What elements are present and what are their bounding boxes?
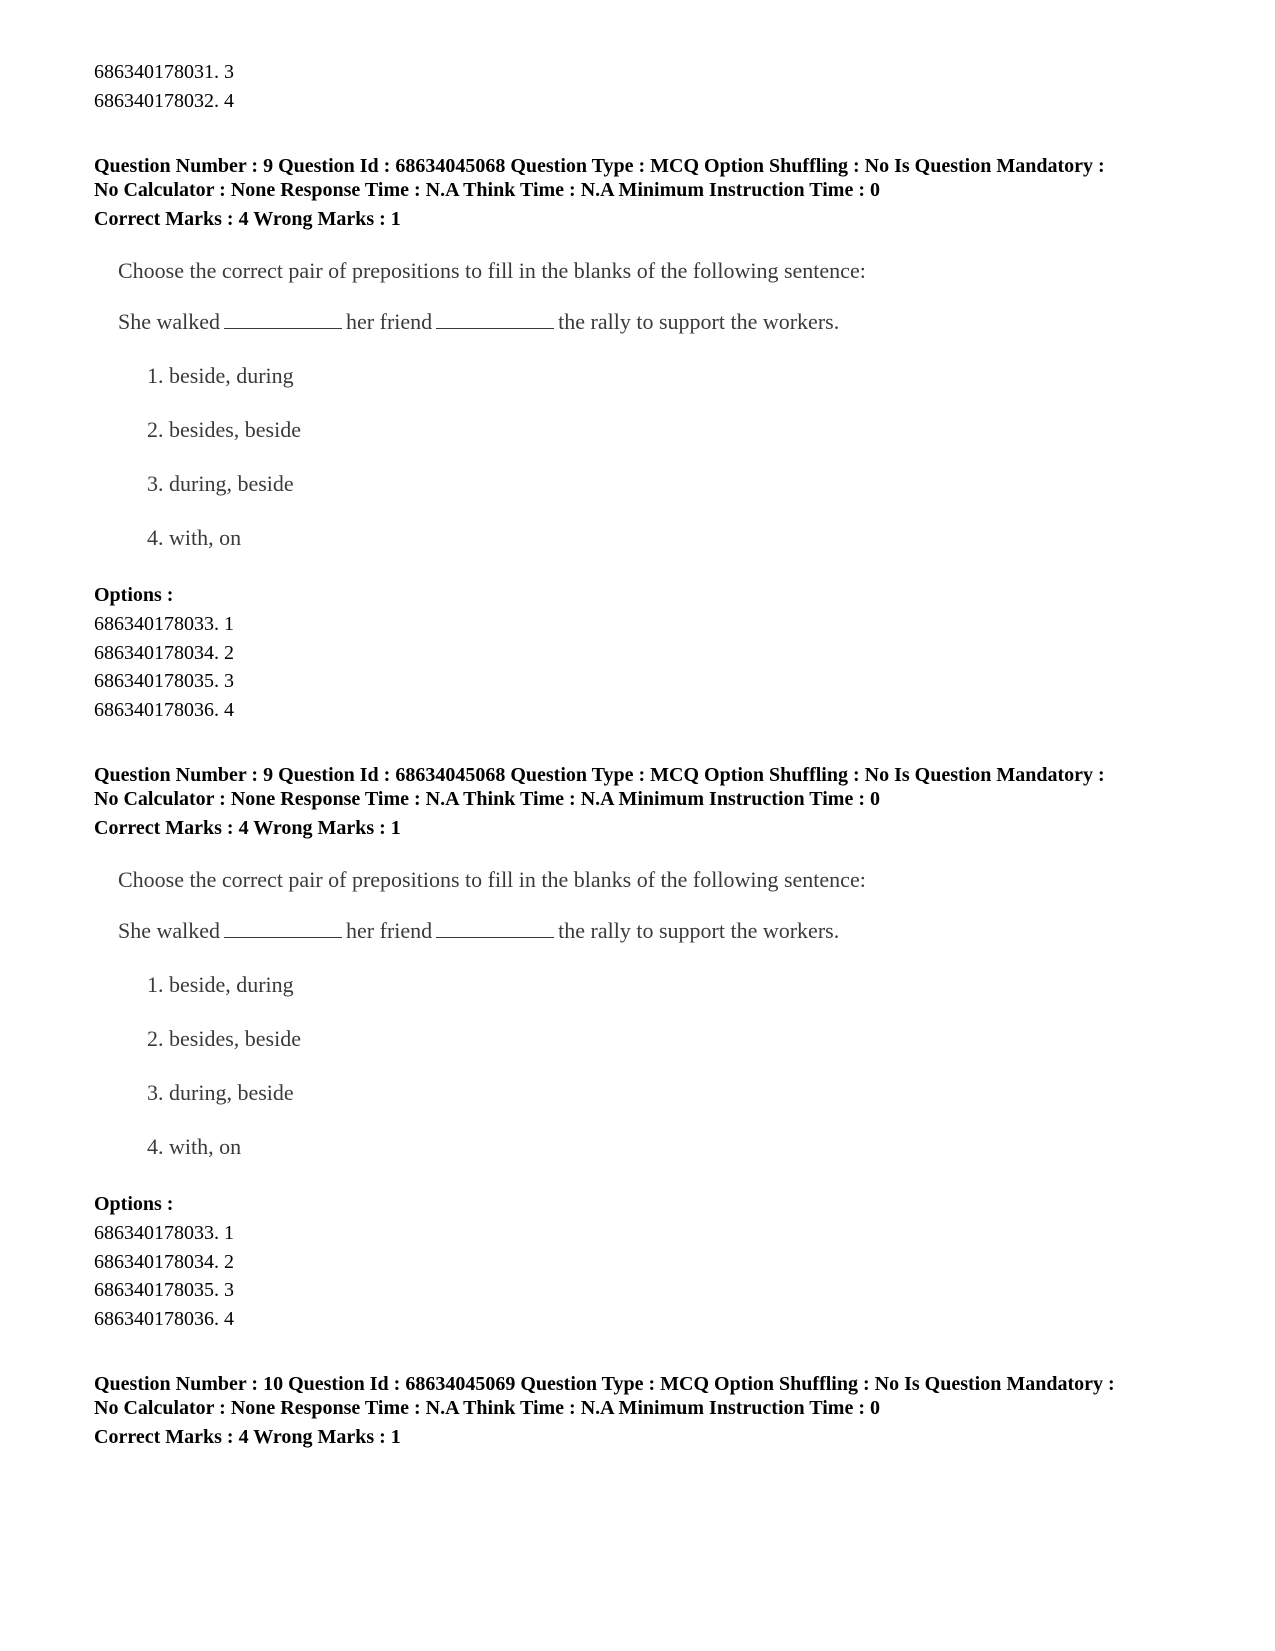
- option-line: 686340178035. 3: [94, 670, 234, 692]
- choice-item: 4. with, on: [147, 525, 242, 550]
- sentence-part: She walked: [118, 309, 221, 334]
- sentence-part: the rally to support the workers.: [558, 309, 840, 334]
- sentence-part: her friend: [346, 918, 433, 943]
- question-instruction: Choose the correct pair of prepositions to fill in the blanks of the following sentence:: [118, 867, 866, 892]
- sentence-part: the rally to support the workers.: [558, 918, 840, 943]
- option-line: 686340178033. 1: [94, 613, 234, 635]
- sentence-part: She walked: [118, 918, 221, 943]
- sentence-part: her friend: [346, 309, 433, 334]
- choice-item: 1. beside, during: [147, 972, 294, 997]
- option-line: 686340178035. 3: [94, 1279, 234, 1301]
- choice-item: 4. with, on: [147, 1134, 242, 1159]
- blank: [436, 310, 554, 329]
- choice-item: 3. during, beside: [147, 1080, 294, 1105]
- question-header: No Calculator : None Response Time : N.A Think Time : N.A Minimum Instruction Time : 0: [94, 1397, 880, 1419]
- question-sentence: [118, 917, 839, 945]
- choice-item: 2. besides, beside: [147, 417, 301, 442]
- options-label: Options :: [94, 584, 174, 606]
- choice-item: 2. besides, beside: [147, 1026, 301, 1051]
- question-marks: Correct Marks : 4 Wrong Marks : 1: [94, 208, 401, 230]
- option-line: 686340178031. 3: [94, 61, 234, 83]
- option-line: 686340178033. 1: [94, 1222, 234, 1244]
- option-line: 686340178034. 2: [94, 642, 234, 664]
- question-header: Question Number : 9 Question Id : 68634045068 Question Type : MCQ Option Shuffling : No Is Question Mandatory :: [94, 764, 1105, 786]
- choice-item: 1. beside, during: [147, 363, 294, 388]
- blank: [224, 919, 342, 938]
- blank: [224, 310, 342, 329]
- choice-item: 3. during, beside: [147, 471, 294, 496]
- question-sentence: [118, 308, 839, 336]
- options-label: Options :: [94, 1193, 174, 1215]
- question-marks: Correct Marks : 4 Wrong Marks : 1: [94, 1426, 401, 1448]
- question-header: Question Number : 9 Question Id : 68634045068 Question Type : MCQ Option Shuffling : No Is Question Mandatory :: [94, 155, 1105, 177]
- question-instruction: Choose the correct pair of prepositions to fill in the blanks of the following sentence:: [118, 258, 866, 283]
- option-line: 686340178036. 4: [94, 1308, 234, 1330]
- question-header: No Calculator : None Response Time : N.A Think Time : N.A Minimum Instruction Time : 0: [94, 179, 880, 201]
- question-marks: Correct Marks : 4 Wrong Marks : 1: [94, 817, 401, 839]
- option-line: 686340178032. 4: [94, 90, 234, 112]
- question-header: Question Number : 10 Question Id : 68634045069 Question Type : MCQ Option Shuffling : No Is Question Mandatory :: [94, 1373, 1115, 1395]
- question-header: No Calculator : None Response Time : N.A Think Time : N.A Minimum Instruction Time : 0: [94, 788, 880, 810]
- option-line: 686340178034. 2: [94, 1251, 234, 1273]
- option-line: 686340178036. 4: [94, 699, 234, 721]
- blank: [436, 919, 554, 938]
